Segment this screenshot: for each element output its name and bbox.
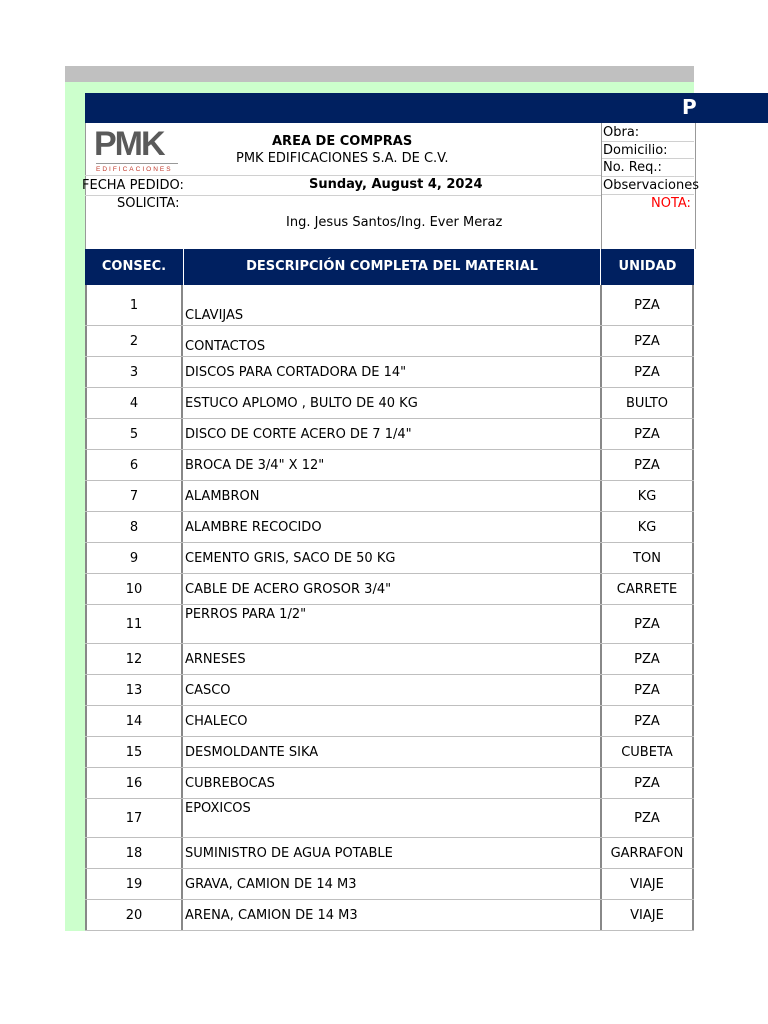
row-unit: PZA: [600, 605, 694, 643]
row-description: ARENA, CAMION DE 14 M3: [185, 907, 358, 923]
domicilio-label: Domicilio:: [603, 143, 668, 158]
row-unit: CARRETE: [600, 574, 694, 604]
row-unit: BULTO: [600, 388, 694, 418]
table-row: [85, 285, 694, 326]
row-unit: GARRAFON: [600, 838, 694, 868]
row-description: ALAMBRE RECOCIDO: [185, 519, 322, 535]
row-description: DISCOS PARA CORTADORA DE 14": [185, 364, 407, 380]
row-description-cell: [183, 388, 600, 418]
table-row: [85, 357, 694, 388]
row-unit: VIAJE: [600, 869, 694, 899]
row-description: CUBREBOCAS: [185, 775, 275, 791]
row-description-cell: [183, 326, 600, 356]
row-consec: 18: [85, 838, 183, 868]
row-unit: TON: [600, 543, 694, 573]
table-row: [85, 326, 694, 357]
row-consec: 16: [85, 768, 183, 798]
fecha-label: FECHA PEDIDO:: [82, 178, 184, 193]
row-consec: 11: [85, 605, 183, 643]
table-row: [85, 481, 694, 512]
row-description-cell: [183, 543, 600, 573]
row-description: ARNESES: [185, 651, 246, 667]
header-rule-1: [85, 175, 601, 176]
row-description-cell: [183, 768, 600, 798]
table-row: [85, 644, 694, 675]
right-rule-4: [602, 194, 694, 195]
row-consec: 10: [85, 574, 183, 604]
table-row: [85, 543, 694, 574]
row-description-cell: [183, 512, 600, 542]
row-description-cell: [183, 799, 600, 837]
row-unit: PZA: [600, 675, 694, 705]
logo-word: PMK: [94, 125, 164, 163]
table-row: [85, 388, 694, 419]
row-unit: PZA: [600, 706, 694, 736]
row-consec: 2: [85, 326, 183, 356]
row-description: GRAVA, CAMION DE 14 M3: [185, 876, 357, 892]
row-unit: VIAJE: [600, 900, 694, 930]
row-description-cell: [183, 737, 600, 767]
row-description-cell: [183, 481, 600, 511]
table-row: [85, 838, 694, 869]
table-row: [85, 737, 694, 768]
row-description-cell: [183, 644, 600, 674]
row-description: DESMOLDANTE SIKA: [185, 744, 319, 760]
table-row: [85, 450, 694, 481]
row-description: EPOXICOS: [185, 801, 251, 816]
row-description: ESTUCO APLOMO , BULTO DE 40 KG: [185, 395, 418, 411]
top-green-strip: [85, 82, 694, 93]
table-row: [85, 512, 694, 543]
row-consec: 15: [85, 737, 183, 767]
row-description-cell: [183, 285, 600, 325]
row-consec: 5: [85, 419, 183, 449]
noreq-label: No. Req.:: [603, 160, 662, 175]
banner-title: P: [682, 95, 697, 119]
header-descripcion: DESCRIPCIÓN COMPLETA DEL MATERIAL: [246, 259, 538, 274]
row-unit: PZA: [600, 450, 694, 480]
row-description: ALAMBRON: [185, 488, 260, 504]
row-unit: PZA: [600, 644, 694, 674]
table-row: [85, 605, 694, 644]
row-consec: 9: [85, 543, 183, 573]
table-row: [85, 900, 694, 931]
fecha-value: Sunday, August 4, 2024: [309, 177, 483, 192]
obra-label: Obra:: [603, 125, 640, 140]
row-consec: 7: [85, 481, 183, 511]
row-description-cell: [183, 706, 600, 736]
row-unit: PZA: [600, 326, 694, 356]
pmk-logo: [94, 125, 184, 175]
row-description-cell: [183, 419, 600, 449]
row-description-cell: [183, 900, 600, 930]
table-row: [85, 574, 694, 605]
row-description: SUMINISTRO DE AGUA POTABLE: [185, 845, 393, 861]
row-consec: 12: [85, 644, 183, 674]
table-row: [85, 869, 694, 900]
row-unit: PZA: [600, 768, 694, 798]
row-description: CLAVIJAS: [185, 308, 244, 323]
row-consec: 6: [85, 450, 183, 480]
row-unit: PZA: [600, 357, 694, 387]
company-name: PMK EDIFICACIONES S.A. DE C.V.: [236, 151, 449, 166]
table-row: [85, 419, 694, 450]
row-consec: 20: [85, 900, 183, 930]
row-unit: KG: [600, 481, 694, 511]
row-consec: 4: [85, 388, 183, 418]
row-consec: 13: [85, 675, 183, 705]
header-unidad: UNIDAD: [618, 259, 677, 274]
right-rule-2: [602, 158, 694, 159]
row-description: BROCA DE 3/4" X 12": [185, 457, 325, 473]
top-grey-bar: [65, 66, 694, 82]
row-description-cell: [183, 605, 600, 643]
left-green-strip: [65, 82, 85, 931]
row-consec: 14: [85, 706, 183, 736]
header-consec: CONSEC.: [101, 259, 167, 274]
table-row: [85, 706, 694, 737]
title-banner: [85, 93, 768, 123]
row-description-cell: [183, 450, 600, 480]
row-description-cell: [183, 838, 600, 868]
row-unit: PZA: [600, 799, 694, 837]
row-description-cell: [183, 574, 600, 604]
row-description: PERROS PARA 1/2": [185, 607, 307, 622]
table-row: [85, 799, 694, 838]
row-description: CHALECO: [185, 713, 248, 729]
row-description: DISCO DE CORTE ACERO DE 7 1/4": [185, 426, 412, 442]
row-description-cell: [183, 869, 600, 899]
row-description: CASCO: [185, 682, 231, 698]
row-description-cell: [183, 675, 600, 705]
solicita-value: Ing. Jesus Santos/Ing. Ever Meraz: [286, 215, 503, 230]
table-header: [85, 249, 694, 285]
row-consec: 19: [85, 869, 183, 899]
observaciones-label: Observaciones: [603, 178, 699, 193]
row-consec: 17: [85, 799, 183, 837]
row-unit: CUBETA: [600, 737, 694, 767]
row-unit: PZA: [600, 285, 694, 325]
row-consec: 8: [85, 512, 183, 542]
logo-subtitle: EDIFICACIONES: [96, 166, 173, 173]
row-description: CONTACTOS: [185, 339, 266, 354]
row-description: CABLE DE ACERO GROSOR 3/4": [185, 581, 392, 597]
row-description-cell: [183, 357, 600, 387]
nota-label: NOTA:: [651, 196, 691, 211]
logo-underline: [96, 163, 178, 164]
table-row: [85, 675, 694, 706]
row-description: CEMENTO GRIS, SACO DE 50 KG: [185, 550, 396, 566]
area-title: AREA DE COMPRAS: [272, 134, 413, 149]
row-unit: KG: [600, 512, 694, 542]
right-rule-3: [602, 176, 694, 177]
row-unit: PZA: [600, 419, 694, 449]
table-row: [85, 768, 694, 799]
row-consec: 3: [85, 357, 183, 387]
row-consec: 1: [85, 285, 183, 325]
solicita-label: SOLICITA:: [117, 196, 180, 211]
right-rule-1: [602, 141, 694, 142]
